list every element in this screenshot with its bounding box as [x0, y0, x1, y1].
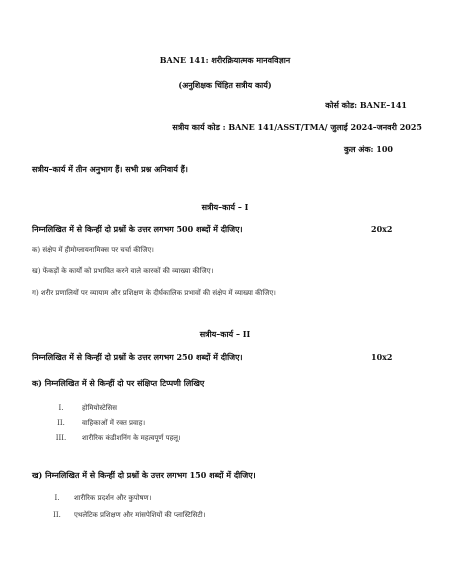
- max-marks: कुल अंक: 100: [343, 144, 393, 154]
- section2-part-b-heading: ख) निम्नलिखित में से किन्हीं दो प्रश्नों के उत्तर लगभग 150 शब्दों में दीजिए।: [32, 470, 256, 480]
- section1-marks: 20x2: [371, 224, 393, 234]
- page-subtitle: (अनुशिक्षक चिंहित सत्रीय कार्य): [178, 80, 272, 90]
- list-item-number: III.: [55, 434, 67, 442]
- page-title: BANE 141: शरीरक्रियात्मक मानवविज्ञान: [159, 55, 291, 65]
- list-item-number: II.: [57, 419, 65, 427]
- intro-text: सत्रीय–कार्य में तीन अनुभाग हैं। सभी प्रश्न अनिवार्य हैं।: [32, 164, 188, 174]
- list-item: होमियोस्टेसिस: [82, 404, 117, 412]
- section1-instruction: निम्नलिखित में से किन्हीं दो प्रश्नों के उत्तर लगभग 500 शब्दों में दीजिए।: [32, 224, 243, 234]
- list-item: वाहिकाओं में रक्त प्रवाह।: [82, 419, 146, 427]
- list-item-number: II.: [53, 511, 61, 519]
- list-item: शारीरिक प्रदर्शन और कुपोषण।: [74, 494, 152, 502]
- section1-question-2: ख) फेंकड़ों के कार्यों को प्रभावित करने वाले कारकों की व्याख्या कीजिए।: [32, 267, 214, 275]
- section1-question-1: क) संक्षेप में हीमोग्लायनामिक्स पर चर्चा कीजिए।: [32, 246, 154, 254]
- list-item: एथलेटिक प्रशिक्षण और मांसपेशियों की प्लास्टिसिटी।: [74, 511, 206, 519]
- course-code: कोर्स कोड: BANE–141: [325, 100, 407, 110]
- list-item: शारीरिक कंडीशनिंग के महत्वपूर्ण पहलू।: [82, 434, 181, 442]
- list-item-number: I.: [58, 404, 64, 412]
- list-item-number: I.: [54, 494, 60, 502]
- section1-question-3: ग) शरीर प्रणालियों पर व्यायाम और प्रशिक्षण के दीर्घकालिक प्रभावों की संक्षेप में व्याख्या कीजिए।: [32, 289, 276, 297]
- section1-title: सत्रीय–कार्य – I: [201, 202, 249, 212]
- section2-title: सत्रीय–कार्य – II: [199, 329, 251, 339]
- assignment-code: सत्रीय कार्य कोड : BANE 141/ASST/TMA/ जुलाई 2024–जनवरी 2025: [172, 122, 422, 132]
- section2-instruction: निम्नलिखित में से किन्हीं दो प्रश्नों के उत्तर लगभग 250 शब्दों में दीजिए।: [32, 352, 243, 362]
- section2-marks: 10x2: [371, 352, 393, 362]
- section2-part-a-heading: क) निम्नलिखित में से किन्हीं दो पर संक्षिप्त टिप्पणी लिखिए: [32, 378, 205, 388]
